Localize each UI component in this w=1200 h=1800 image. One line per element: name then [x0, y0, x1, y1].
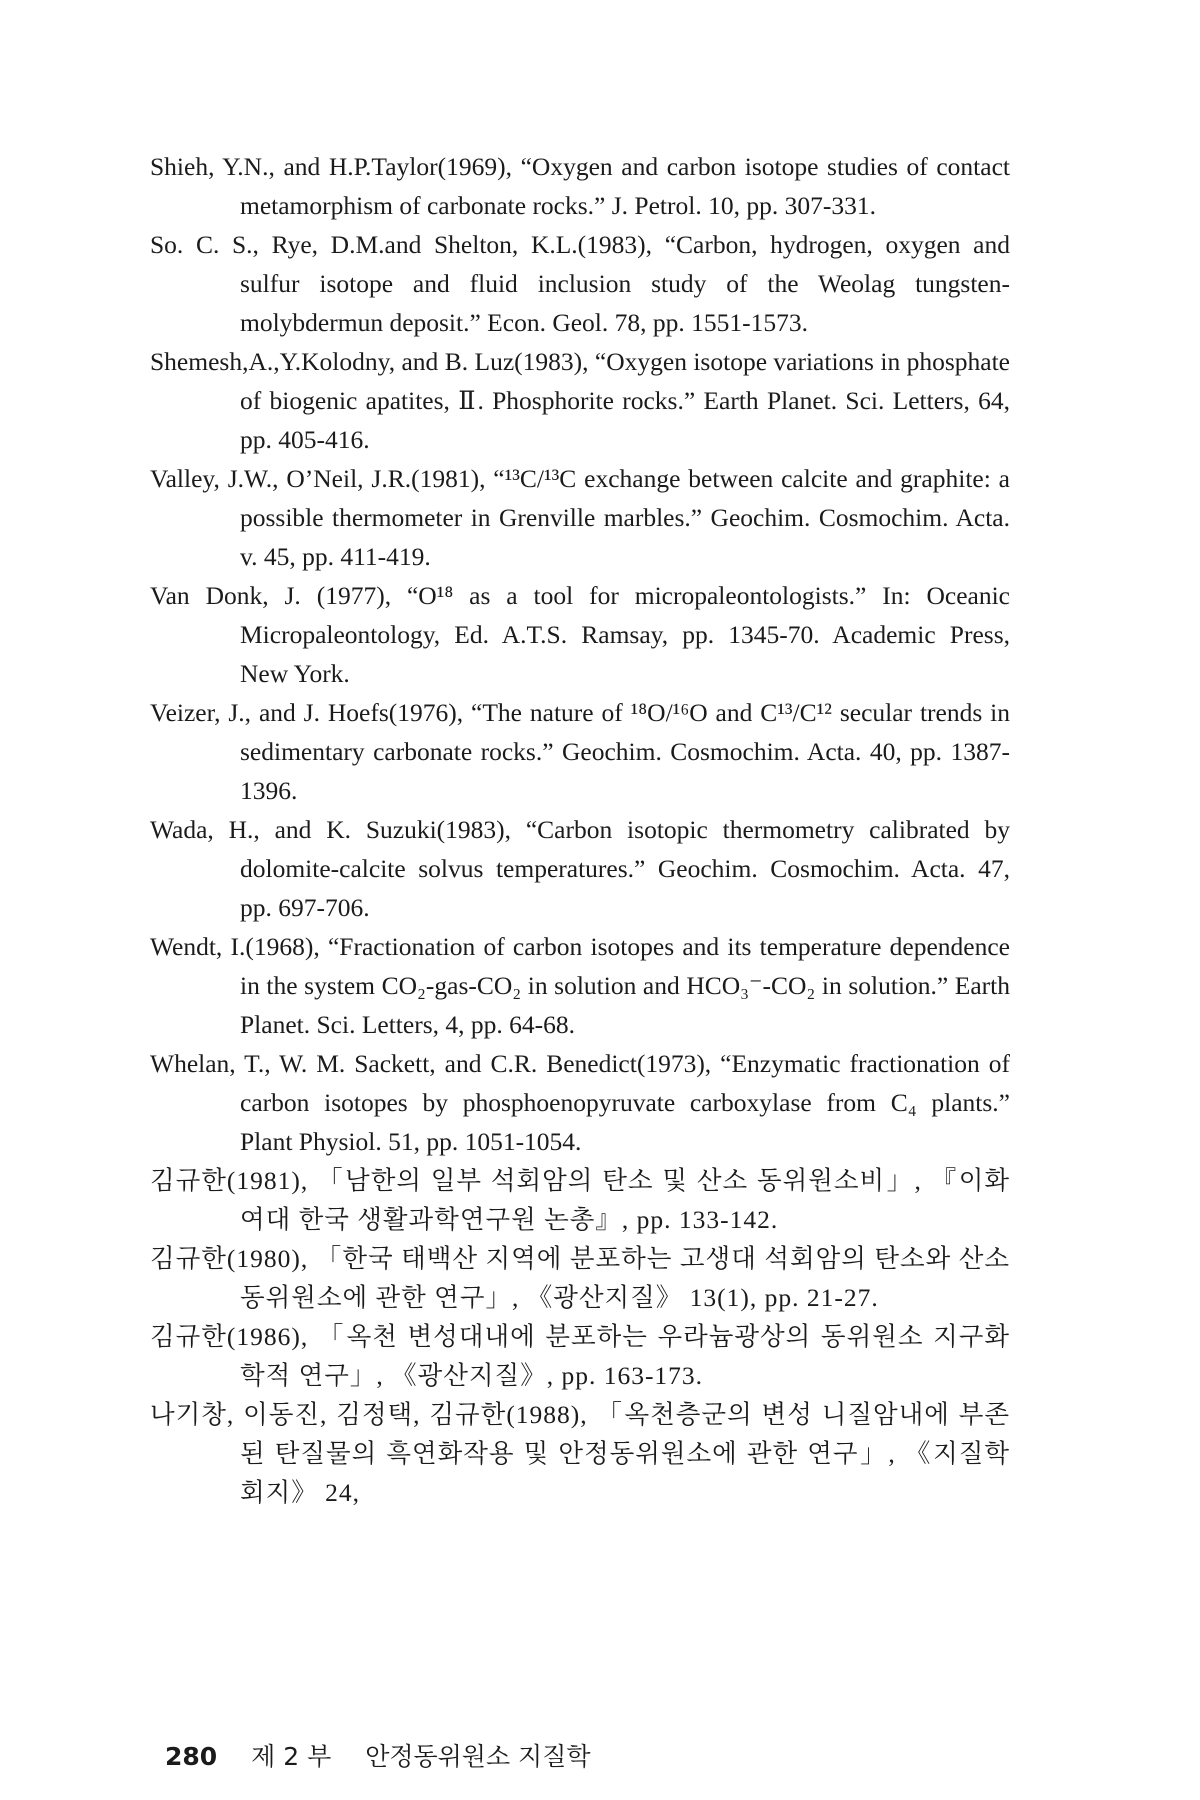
reference-entry: Veizer, J., and J. Hoefs(1976), “The nature of ¹⁸O/¹⁶O and C¹³/C¹² secular trends in sedimentary carbonate rocks.” Geochim. Cosmochim. Acta. 40, pp. 1387-1396. — [150, 698, 1010, 805]
reference-entry: Shemesh,A.,Y.Kolodny, and B. Luz(1983), “Oxygen isotope variations in phosphate of biogenic apatites, Ⅱ. Phosphorite rocks.” Earth Planet. Sci. Letters, 64, pp. 405-416. — [150, 347, 1010, 454]
reference-entry: Wendt, I.(1968), “Fractionation of carbon isotopes and its temperature dependence in the system CO₂-gas-CO₂ in solution and HCO₃⁻-CO₂ in solution.” Earth Planet. Sci. Letters, 4, pp. 64-68. — [150, 932, 1010, 1039]
reference-entry: 나기창, 이동진, 김정택, 김규한(1988), 「옥천층군의 변성 니질암내에 부존된 탄질물의 흑연화작용 및 안정동위원소에 관한 연구」, 《지질학회지》 24, — [150, 1400, 1010, 1507]
reference-entry: 김규한(1980), 「한국 태백산 지역에 분포하는 고생대 석회암의 탄소와 산소 동위원소에 관한 연구」, 《광산지질》 13(1), pp. 21-27. — [150, 1244, 1010, 1312]
page-footer — [165, 1737, 591, 1773]
page-number: 280 — [165, 1742, 218, 1771]
reference-entry: Van Donk, J. (1977), “O¹⁸ as a tool for micropaleontologists.” In: Oceanic Micropaleontology, Ed. A.T.S. Ramsay, pp. 1345-70. Academic Press, New York. — [150, 581, 1010, 688]
reference-entry: 김규한(1986), 「옥천 변성대내에 분포하는 우라늄광상의 동위원소 지구화학적 연구」, 《광산지질》, pp. 163-173. — [150, 1322, 1010, 1390]
reference-entry: Shieh, Y.N., and H.P.Taylor(1969), “Oxygen and carbon isotope studies of contact metamorphism of carbonate rocks.” J. Petrol. 10, pp. 307-331. — [150, 152, 1010, 220]
section-title: 안정동위원소 지질학 — [365, 1742, 591, 1771]
reference-entry: 김규한(1981), 「남한의 일부 석회암의 탄소 및 산소 동위원소비」, 『이화여대 한국 생활과학연구원 논총』, pp. 133-142. — [150, 1166, 1010, 1234]
reference-entry: Wada, H., and K. Suzuki(1983), “Carbon isotopic thermometry calibrated by dolomite-calcite solvus temperatures.” Geochim. Cosmochim. Acta. 47, pp. 697-706. — [150, 815, 1010, 922]
reference-list — [150, 147, 1010, 1512]
part-label: 제 2 부 — [251, 1742, 332, 1771]
reference-entry: So. C. S., Rye, D.M.and Shelton, K.L.(1983), “Carbon, hydrogen, oxygen and sulfur isotope and fluid inclusion study of the Weolag tungsten-molybdermun deposit.” Econ. Geol. 78, pp. 1551-1573. — [150, 230, 1010, 337]
reference-entry: Valley, J.W., O’Neil, J.R.(1981), “¹³C/¹³C exchange between calcite and graphite: a possible thermometer in Grenville marbles.” Geochim. Cosmochim. Acta. v. 45, pp. 411-419. — [150, 464, 1010, 571]
reference-entry: Whelan, T., W. M. Sackett, and C.R. Benedict(1973), “Enzymatic fractionation of carbon isotopes by phosphoenopyruvate carboxylase from C₄ plants.” Plant Physiol. 51, pp. 1051-1054. — [150, 1049, 1010, 1156]
